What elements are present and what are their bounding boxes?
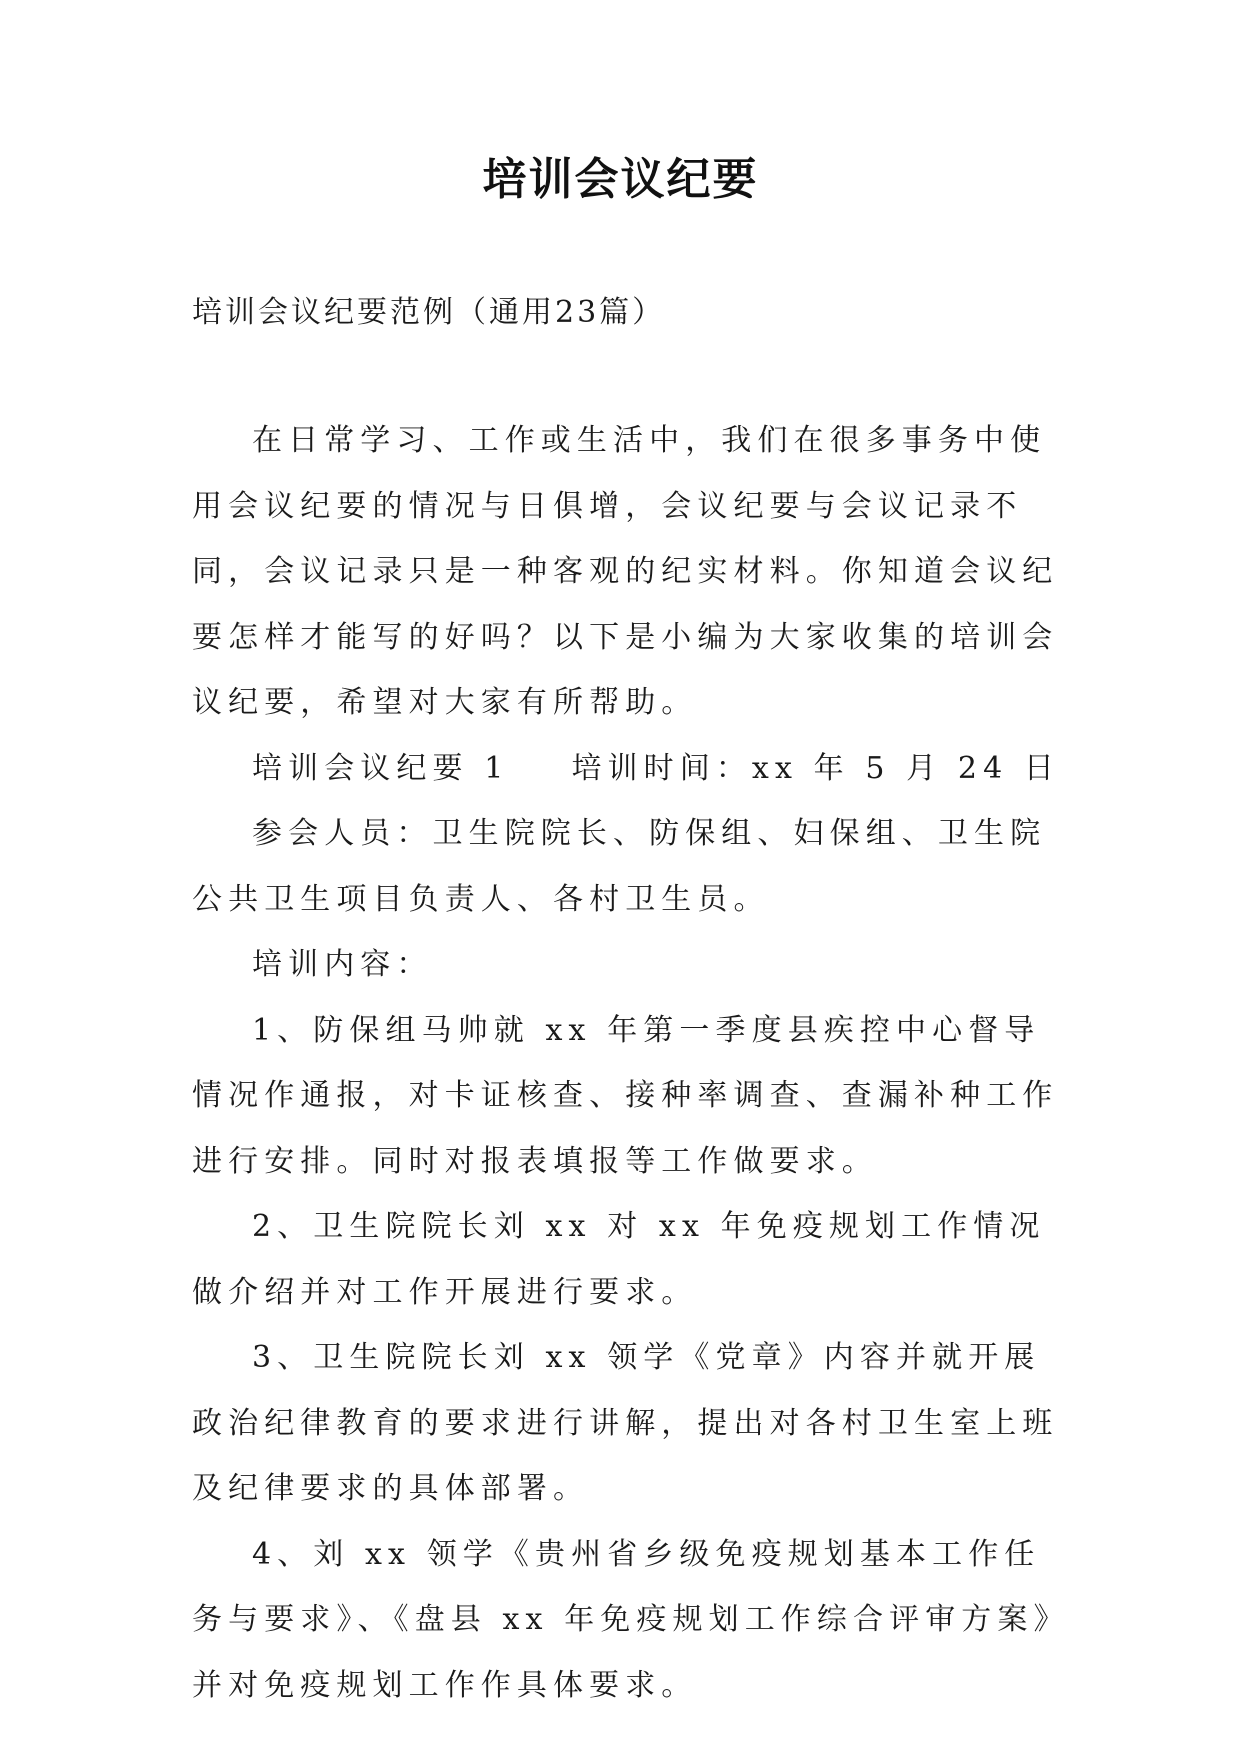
content-item: 3、卫生院院长刘 xx 领学《党章》内容并就开展政治纪律教育的要求进行讲解，提出对各村卫生室上班及纪律要求的具体部署。	[192, 1340, 1059, 1506]
section-heading: 培训会议纪要 1	[252, 750, 510, 786]
training-time: 培训时间：xx 年 5 月 24 日	[571, 750, 1061, 786]
intro-paragraph: 在日常学习、工作或生活中，我们在很多事务中使用会议纪要的情况与日俱增，会议纪要与会议记录不同，会议记录只是一种客观的纪实材料。你知道会议纪要怎样才能写的好吗？以下是小编为大家收集的培训会议纪要，希望对大家有所帮助。	[192, 423, 1059, 720]
content-item: 4、刘 xx 领学《贵州省乡级免疫规划基本工作任务与要求》、《盘县 xx 年免疫规划工作综合评审方案》并对免疫规划工作作具体要求。	[192, 1536, 1055, 1703]
content-label: 培训内容：	[252, 947, 433, 982]
section-line	[192, 736, 1062, 802]
attendees-paragraph: 参会人员：卫生院院长、防保组、妇保组、卫生院公共卫生项目负责人、各村卫生员。	[192, 816, 1047, 917]
document-body	[192, 408, 1062, 1718]
content-item: 2、卫生院院长刘 xx 对 xx 年免疫规划工作情况做介绍并对工作开展进行要求。	[192, 1209, 1046, 1310]
document-subtitle: 培训会议纪要范例（通用23篇）	[192, 295, 666, 330]
document-title: 培训会议纪要	[482, 154, 759, 205]
content-item: 1、防保组马帅就 xx 年第一季度县疾控中心督导情况作通报，对卡证核查、接种率调查、查漏补种工作进行安排。同时对报表填报等工作做要求。	[192, 1012, 1059, 1179]
